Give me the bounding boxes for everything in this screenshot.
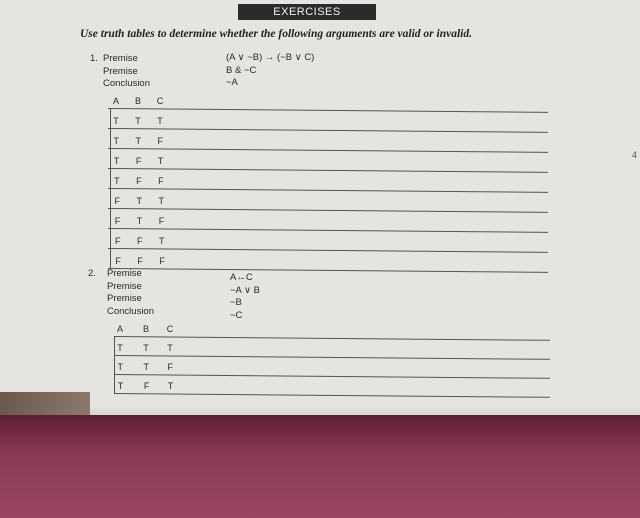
truth-value: T bbox=[117, 343, 123, 353]
argument-label: Premise bbox=[107, 268, 142, 279]
truth-value: T bbox=[135, 136, 142, 146]
truth-value: F bbox=[136, 176, 142, 186]
truth-value: F bbox=[115, 256, 121, 266]
argument-formula: B & ~C bbox=[226, 64, 257, 76]
truth-value: T bbox=[157, 156, 164, 166]
truth-value: F bbox=[167, 362, 174, 372]
truth-value: T bbox=[159, 236, 165, 246]
truth-value: T bbox=[135, 116, 141, 126]
column-header: A bbox=[112, 96, 119, 106]
argument-formula: (A ∨ ~B) → (~B ∨ C) bbox=[226, 52, 315, 63]
argument-label: Conclusion bbox=[103, 78, 150, 89]
truth-value: T bbox=[158, 196, 164, 206]
column-header: C bbox=[166, 324, 174, 334]
truth-value: T bbox=[113, 116, 119, 126]
argument-formula: ~C bbox=[230, 309, 243, 321]
truth-value: T bbox=[167, 381, 174, 391]
margin-number: 4 bbox=[632, 150, 638, 160]
exercise-number: 2. bbox=[88, 268, 96, 279]
instructions: Use truth tables to determine whether the following arguments are valid or invalid. bbox=[80, 28, 472, 40]
truth-value: F bbox=[143, 381, 150, 391]
argument-formula: ~B bbox=[230, 297, 242, 308]
argument-label: Premise bbox=[103, 65, 138, 77]
truth-value: F bbox=[114, 216, 121, 226]
argument-label: Premise bbox=[103, 53, 138, 64]
argument-label: Conclusion bbox=[107, 305, 154, 317]
truth-value: T bbox=[167, 343, 173, 353]
truth-value: T bbox=[143, 362, 150, 372]
column-header: A bbox=[116, 324, 123, 334]
truth-value: F bbox=[158, 176, 164, 186]
truth-value: F bbox=[159, 256, 165, 266]
argument-formula: ~A bbox=[226, 77, 238, 88]
truth-value: F bbox=[137, 236, 143, 246]
exercises-header: EXERCISES bbox=[238, 4, 376, 20]
truth-value: T bbox=[117, 362, 124, 372]
truth-value: F bbox=[115, 236, 121, 246]
truth-value: F bbox=[114, 196, 120, 206]
argument-label: Premise bbox=[107, 280, 142, 292]
truth-value: T bbox=[157, 116, 163, 126]
truth-value: T bbox=[136, 196, 142, 206]
column-divider bbox=[114, 336, 115, 393]
truth-value: F bbox=[157, 136, 164, 146]
truth-value: T bbox=[117, 381, 124, 391]
desk-surface bbox=[0, 415, 640, 518]
column-header: B bbox=[142, 324, 149, 334]
argument-label: Premise bbox=[107, 293, 142, 304]
column-header: B bbox=[134, 96, 141, 106]
truth-value: T bbox=[113, 136, 120, 146]
argument-formula: A↔C bbox=[230, 272, 253, 283]
exercise-number: 1. bbox=[90, 53, 98, 64]
truth-value: T bbox=[136, 216, 143, 226]
column-header: C bbox=[156, 96, 164, 106]
truth-value: F bbox=[137, 256, 143, 266]
truth-value: F bbox=[135, 156, 142, 166]
truth-value: T bbox=[113, 156, 120, 166]
column-divider bbox=[110, 108, 111, 268]
truth-value: T bbox=[114, 176, 120, 186]
truth-value: F bbox=[158, 216, 165, 226]
argument-formula: ~A ∨ B bbox=[230, 284, 260, 296]
truth-value: T bbox=[143, 343, 149, 353]
